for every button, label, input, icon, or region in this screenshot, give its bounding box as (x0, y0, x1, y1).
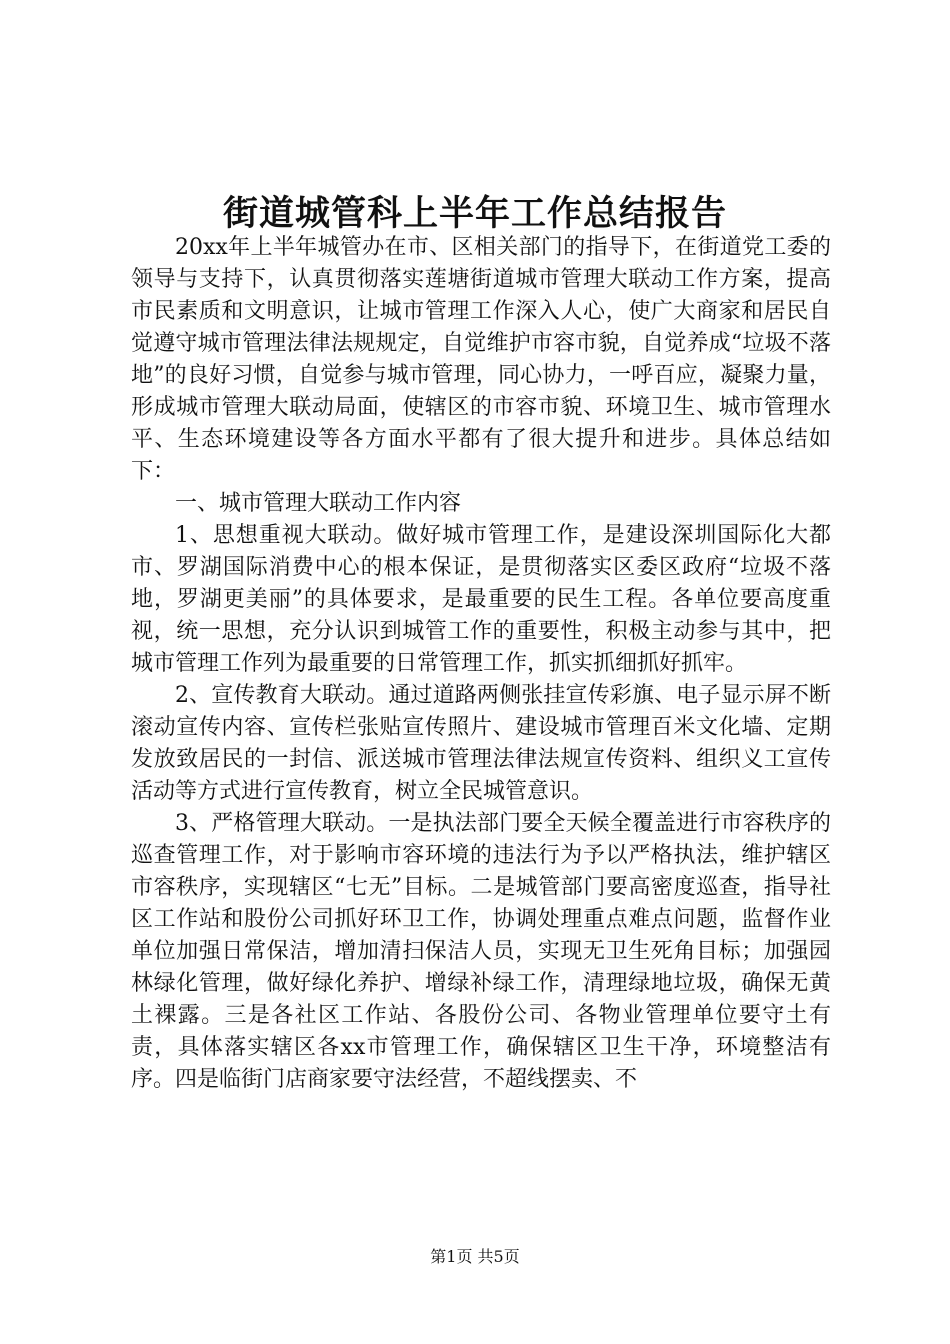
document-body (131, 232, 831, 1096)
page-title: 街道城管科上半年工作总结报告 (222, 193, 727, 234)
item-paragraph-2: 2、宣传教育大联动。通过道路两侧张挂宣传彩旗、电子显示屏不断滚动宣传内容、宣传栏张贴宣传照片、建设城市管理百米文化墙、定期发放致居民的一封信、派送城市管理法律法规宣传资料、组织义工宣传活动等方式进行宣传教育，树立全民城管意识。 (131, 683, 831, 804)
intro-paragraph: 20xx年上半年城管办在市、区相关部门的指导下，在街道党工委的领导与支持下，认真贯彻落实莲塘街道城市管理大联动工作方案，提高市民素质和文明意识，让城市管理工作深入人心，使广大商家和居民自觉遵守城市管理法律法规规定，自觉维护市容市貌，自觉养成“垃圾不落地”的良好习惯，自觉参与城市管理，同心协力，一呼百应，凝聚力量，形成城市管理大联动局面，使辖区的市容市貌、环境卫生、城市管理水平、生态环境建设等各方面水平都有了很大提升和进步。具体总结如下： (131, 235, 831, 484)
page-footer: 第1页 共5页 (430, 1247, 520, 1266)
item-paragraph-1: 1、思想重视大联动。做好城市管理工作，是建设深圳国际化大都市、罗湖国际消费中心的根本保证，是贯彻落实区委区政府“垃圾不落地，罗湖更美丽”的具体要求，是最重要的民生工程。各单位要高度重视，统一思想，充分认识到城管工作的重要性，积极主动参与其中，把城市管理工作列为最重要的日常管理工作，抓实抓细抓好抓牢。 (131, 523, 831, 676)
section-heading: 一、城市管理大联动工作内容 (175, 491, 462, 516)
item-paragraph-3: 3、严格管理大联动。一是执法部门要全天候全覆盖进行市容秩序的巡查管理工作，对于影响市容环境的违法行为予以严格执法，维护辖区市容秩序，实现辖区“七无”目标。二是城管部门要高密度巡查，指导社区工作站和股份公司抓好环卫工作，协调处理重点难点问题，监督作业单位加强日常保洁，增加清扫保洁人员，实现无卫生死角目标；加强园林绿化管理，做好绿化养护、增绿补绿工作，清理绿地垃圾，确保无黄土裸露。三是各社区工作站、各股份公司、各物业管理单位要守土有责，具体落实辖区各xx市管理工作，确保辖区卫生干净，环境整洁有序。四是临街门店商家要守法经营，不超线摆卖、不 (131, 811, 831, 1092)
